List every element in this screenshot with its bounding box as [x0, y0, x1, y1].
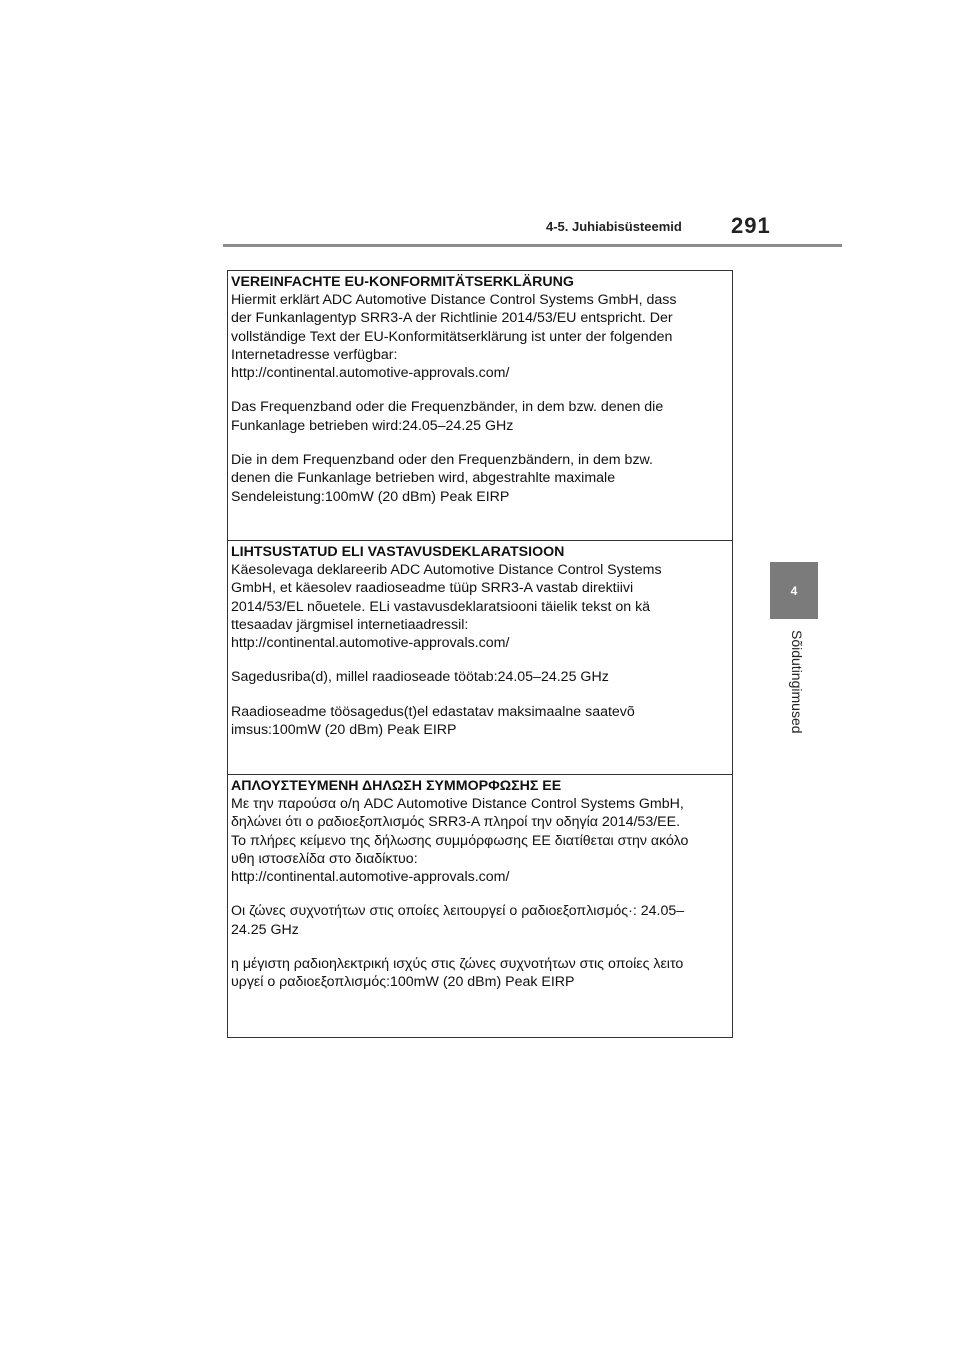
declaration-paragraph: Käesolevaga deklareerib ADC Automotive Distance Control Systems GmbH, et käesolev raadioseadme tüüp SRR3-A vastab direktiivi 2014/53/EL nõuetele. ELi vastavusdeklaratsiooni täielik tekst on kä ttesaadav järgmisel internetiaadressil: http://continental.automotive-approvals.com/ — [231, 562, 662, 652]
declaration-paragraph: Sagedusriba(d), millel raadioseade töötab:24.05–24.25 GHz — [231, 669, 609, 686]
chapter-label: Sõidutingimused — [789, 630, 805, 734]
declaration-paragraph: Raadioseadme töösagedus(t)el edastatav maksimaalne saatevõ imsus:100mW (20 dBm) Peak EIRP — [231, 703, 635, 739]
declaration-estonian — [228, 541, 732, 775]
declaration-paragraph: Das Frequenzband oder die Frequenzbänder, in dem bzw. denen die Funkanlage betrieben wird:24.05–24.25 GHz — [231, 399, 664, 434]
declaration-title: LIHTSUSTATUD ELI VASTAVUSDEKLARATSIOON — [231, 544, 565, 560]
section-title: 4-5. Juhiabisüsteemid — [546, 219, 682, 234]
declaration-greek — [228, 775, 732, 1037]
chapter-tab — [770, 562, 818, 619]
declaration-paragraph: Με την παρούσα ο/η ADC Automotive Distance Control Systems GmbH, δηλώνει ότι ο ραδιοεξοπλισμός SRR3-A πληροί την οδηγία 2014/53/ΕΕ. Το πλήρες κείμενο της δήλωσης συμμόρφωσης ΕΕ διατίθεται στην ακόλο υθη ιστοσελίδα στο διαδίκτυο: http://continental.automotive-approvals.com/ — [231, 796, 689, 886]
declaration-german — [228, 271, 732, 541]
declaration-paragraph: η μέγιστη ραδιοηλεκτρική ισχύς στις ζώνες συχνοτήτων στις οποίες λειτο υργεί ο ραδιοεξοπλισμός:100mW (20 dBm) Peak EIRP — [231, 956, 684, 991]
declaration-title: VEREINFACHTE EU-KONFORMITÄTSERKLÄRUNG — [231, 274, 574, 290]
chapter-number: 4 — [790, 583, 798, 598]
declaration-title: ΑΠΛΟΥΣΤΕΥΜΕΝΗ ΔΗΛΩΣΗ ΣΥΜΜΟΡΦΩΣΗΣ ΕΕ — [231, 778, 562, 794]
declaration-paragraph: Die in dem Frequenzband oder den Frequenzbändern, in dem bzw. denen die Funkanlage betrieben wird, abgestrahlte maximale Sendeleistung:100mW (20 dBm) Peak EIRP — [231, 452, 653, 505]
declaration-paragraph: Οι ζώνες συχνοτήτων στις οποίες λειτουργεί ο ραδιοεξοπλισμός·: 24.05– 24.25 GHz — [231, 903, 685, 938]
page-number: 291 — [731, 213, 771, 238]
declaration-paragraph: Hiermit erklärt ADC Automotive Distance Control Systems GmbH, dass der Funkanlagentyp SRR3-A der Richtlinie 2014/53/EU entspricht. Der vollständige Text der EU-Konformitätserklärung ist unter der folgenden Internetadresse verfügbar: http://continental.automotive-approvals.com/ — [231, 292, 677, 382]
declaration-table — [227, 270, 733, 1038]
header-divider — [223, 244, 842, 247]
